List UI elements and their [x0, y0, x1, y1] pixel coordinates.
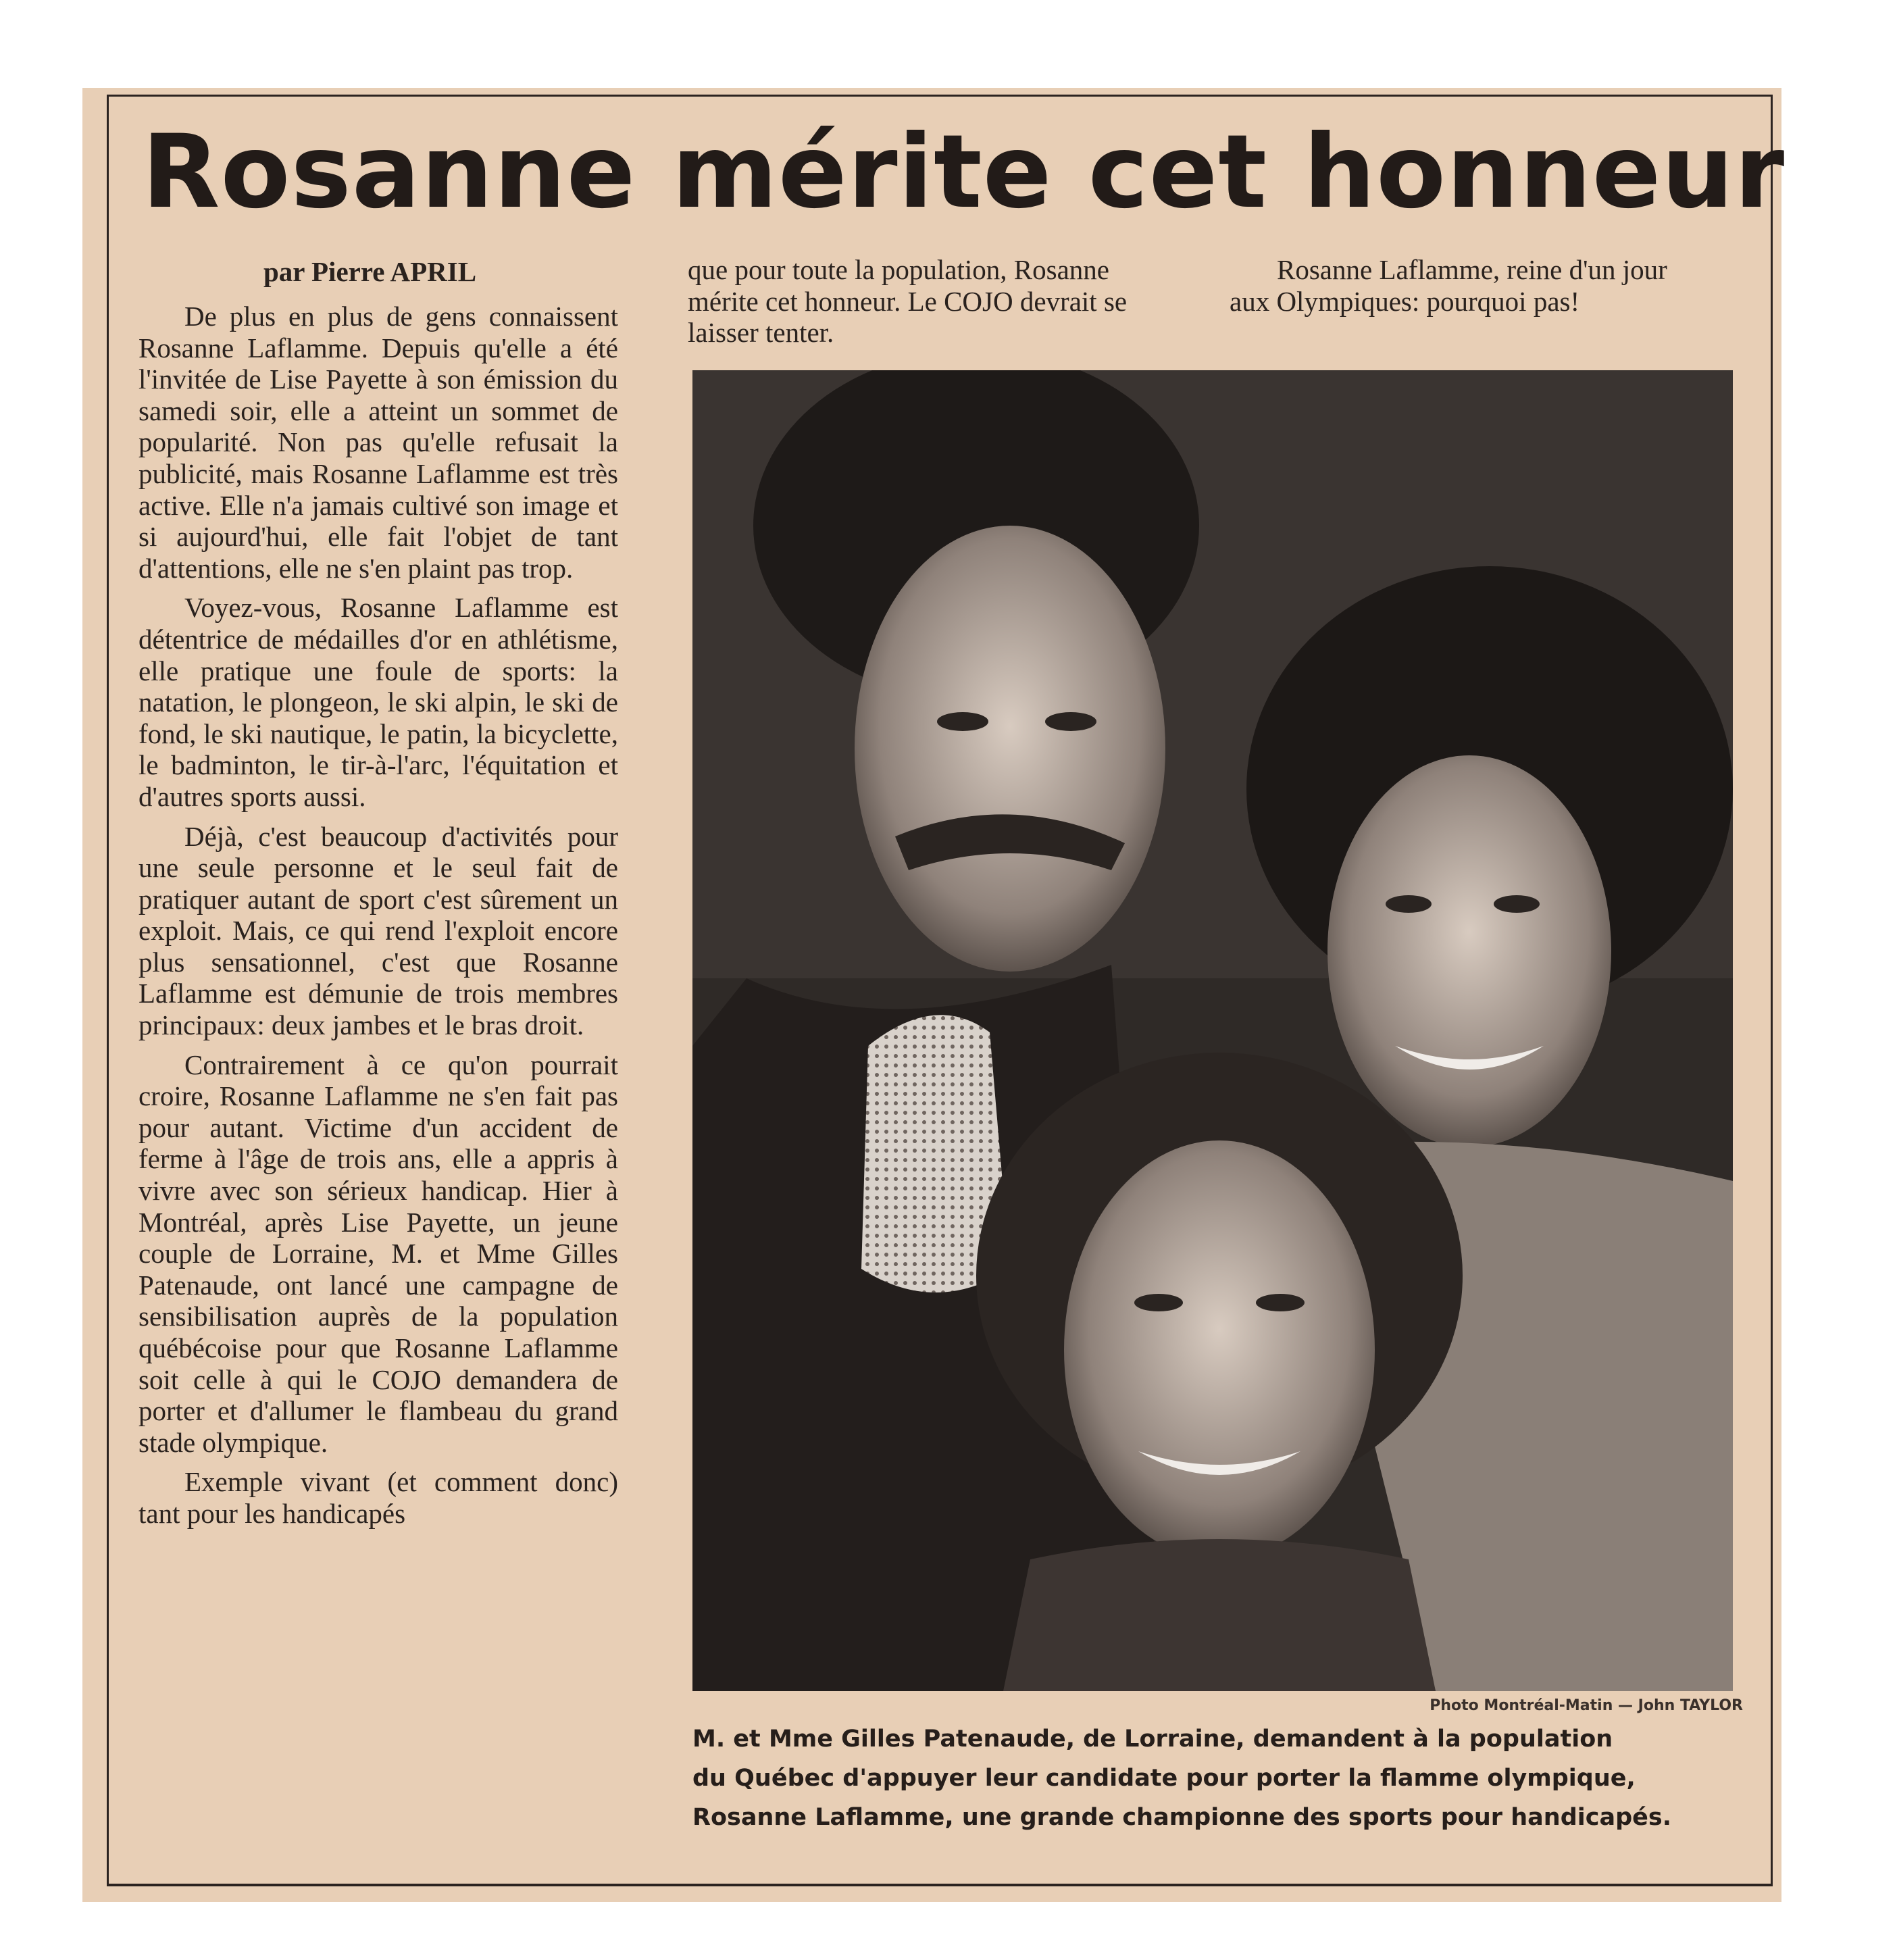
caption-line: Rosanne Laflamme, une grande championne des sports pour handicapés.	[692, 1804, 1672, 1831]
article-column-1	[138, 301, 618, 1538]
caption-line: du Québec d'appuyer leur candidate pour porter la flamme olympique,	[692, 1765, 1636, 1792]
caption-line: M. et Mme Gilles Patenaude, de Lorraine, demandent à la population	[692, 1726, 1613, 1753]
photo-caption	[692, 1719, 1760, 1837]
article-column-2: que pour toute la population, Rosanne mérite cet honneur. Le COJO devrait se laisser tenter.	[688, 254, 1128, 349]
paragraph: Voyez-vous, Rosanne Laflamme est détentrice de médailles d'or en athlétisme, elle pratique une foule de sports: la natation, le plongeon, le ski alpin, le ski de fond, le ski nautique, le patin, la bicyclette, le badminton, le tir-à-l'arc, l'équitation et d'autres sports aussi.	[138, 592, 618, 812]
paragraph: Contrairement à ce qu'on pourrait croire, Rosanne Laflamme ne s'en fait pas pour autant. Victime d'un accident de ferme à l'âge de trois ans, elle a appris à vivre avec son sérieux handicap. Hier à Montréal, après Lise Payette, un jeune couple de Lorraine, M. et Mme Gilles Patenaude, ont lancé une campagne de sensibilisation auprès de la population québécoise pour que Rosanne Laflamme soit celle à qui le COJO demandera de porter et d'allumer le flambeau du grand stade olympique.	[138, 1049, 618, 1458]
article-photo	[692, 370, 1733, 1691]
paragraph: Exemple vivant (et comment donc) tant pour les handicapés	[138, 1466, 618, 1529]
paragraph: Déjà, c'est beaucoup d'activités pour une seule personne et le seul fait de pratiquer autant de sport c'est sûrement un exploit. Mais, ce qui rend l'exploit encore plus sensationnel, c'est que Rosanne Laflamme est démunie de trois membres principaux: deux jambes et le bras droit.	[138, 820, 618, 1041]
byline: par Pierre APRIL	[263, 256, 477, 287]
paragraph: De plus en plus de gens connaissent Rosanne Laflamme. Depuis qu'elle a été l'invitée de Lise Payette à son émission du samedi soir, elle a atteint un sommet de popularité. Non pas qu'elle refusait la publicité, mais Rosanne Laflamme est très active. Elle n'a jamais cultivé son image et si aujourd'hui, elle fait l'objet de tant d'attentions, elle ne s'en plaint pas trop.	[138, 301, 618, 584]
photo-credit: Photo Montréal-Matin — John TAYLOR	[1430, 1697, 1743, 1714]
headline: Rosanne mérite cet honneur	[142, 114, 1786, 231]
photo-illustration	[692, 370, 1733, 1691]
article-column-3: Rosanne Laflamme, reine d'un jour aux Olympiques: pourquoi pas!	[1230, 254, 1667, 317]
